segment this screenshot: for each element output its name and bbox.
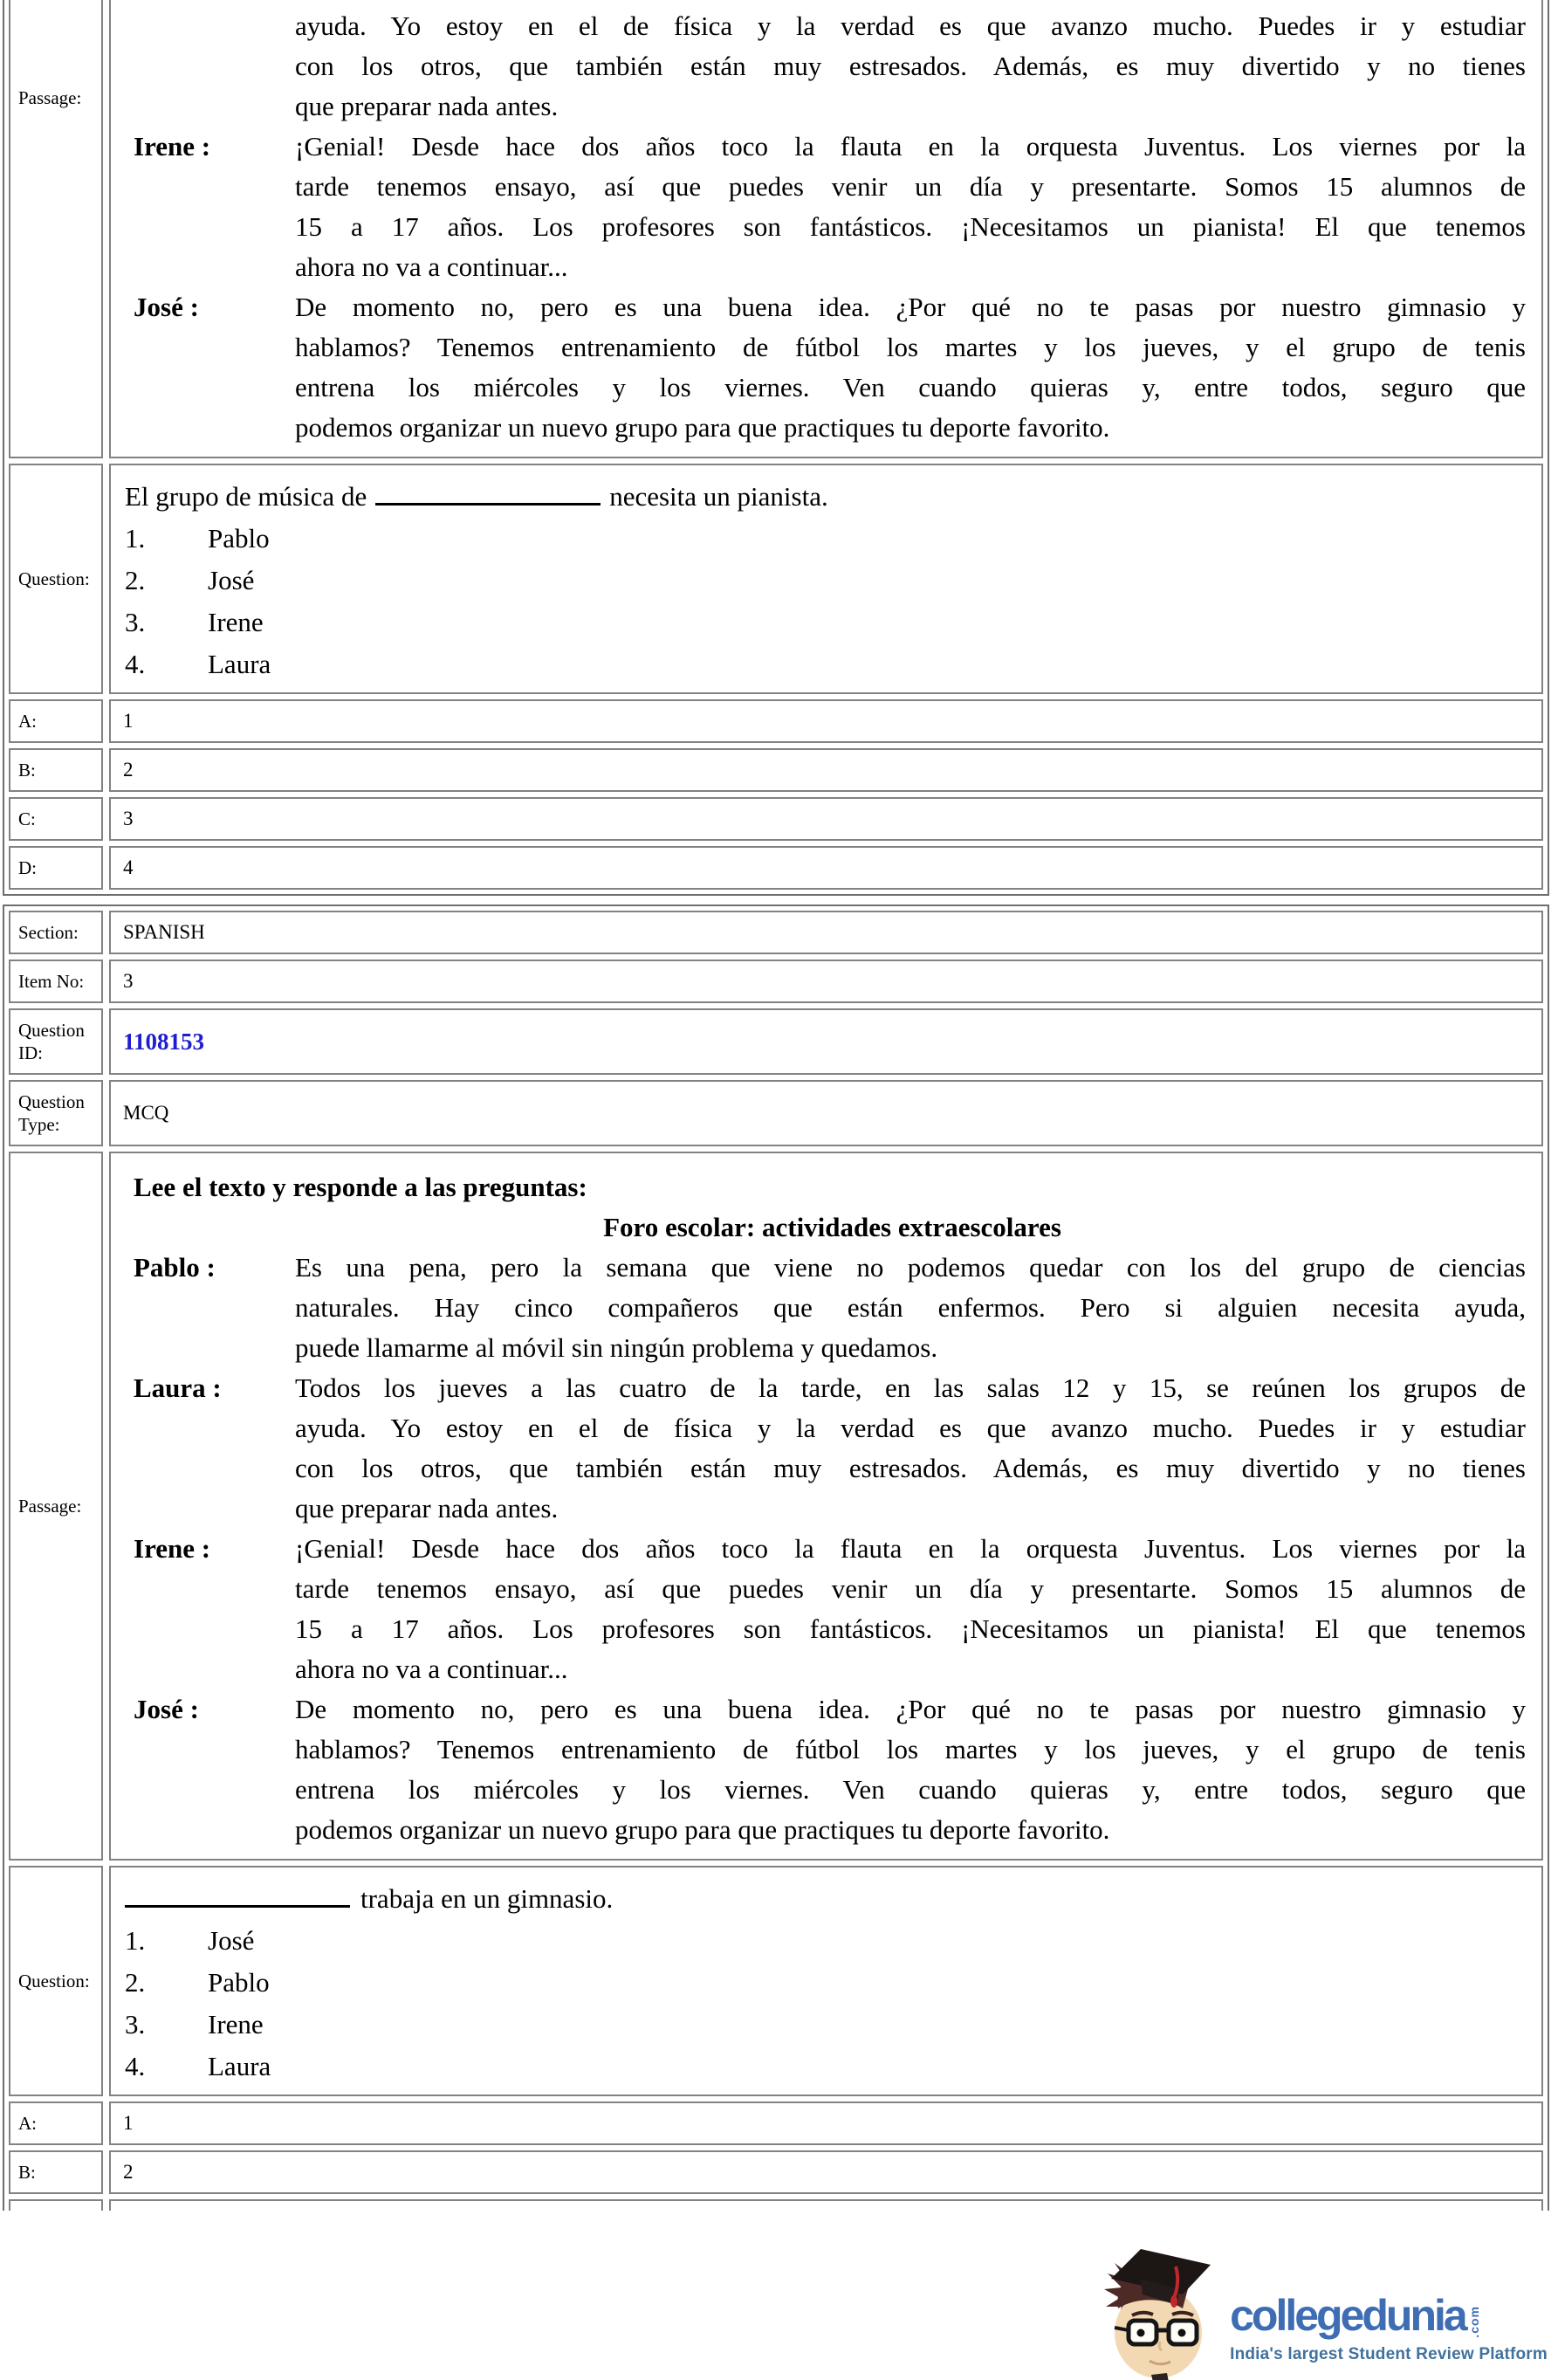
question-text-1 (109, 464, 1543, 694)
passage-line: naturales. Hay cinco compañeros que están enfermos. Pero si alguien necesita ayuda, (295, 1292, 1526, 1323)
passage-instruction: Lee el texto y responde a las preguntas: (134, 1172, 587, 1202)
speaker-name: Pablo : (134, 1252, 216, 1283)
answer-row-a (9, 699, 1543, 743)
question-id-link[interactable]: 1108153 (123, 1028, 205, 1055)
question-text-2 (109, 1866, 1543, 2096)
passage-line: podemos organizar un nuevo grupo para que practiques tu deporte favorito. (295, 1814, 1110, 1845)
speech-jose (134, 1689, 1531, 1850)
passage-line: entrena los miércoles y los viernes. Ven cuando quieras y, entre todos, seguro que (295, 1774, 1526, 1805)
logo-brand-text: collegedunia (1230, 2291, 1465, 2340)
question-stem-after: necesita un pianista. (609, 481, 828, 512)
question-stem-before: El grupo de música de (125, 481, 367, 512)
logo-text (1230, 2293, 1548, 2377)
option-2 (125, 560, 1531, 602)
question-type-label (9, 1080, 103, 1146)
item-no-row (9, 960, 1543, 1003)
question-type-row (9, 1080, 1543, 1146)
question-stem-after: trabaja en un gimnasio. (360, 1883, 614, 1914)
answer-row-d (9, 846, 1543, 890)
answer-value: 3 (109, 797, 1543, 841)
question-type-label-text: Question Type: (18, 1091, 85, 1135)
question-block-1 (3, 0, 1549, 896)
speech-jose (134, 287, 1531, 448)
option-number: 3. (125, 2009, 146, 2040)
question-stem (125, 476, 1531, 518)
passage-line: tarde tenemos ensayo, así que puedes venir un día y presentarte. Somos 15 alumnos de (295, 171, 1526, 202)
option-3 (125, 2004, 1531, 2046)
speaker-name-empty (134, 6, 295, 127)
question-label-text: Question: (18, 568, 90, 589)
question-id-label-text: Question ID: (18, 1020, 85, 1063)
answer-row-b (9, 2150, 1543, 2194)
option-text: Pablo (208, 1967, 270, 1998)
passage-line: con los otros, que también están muy estresados. Además, es muy divertido y no tienes (295, 51, 1526, 81)
option-text: Laura (208, 2051, 271, 2081)
speaker-name: Irene : (134, 131, 211, 162)
answer-value: 1 (109, 2101, 1543, 2145)
passage-line: De momento no, pero es una buena idea. ¿Por qué no te pasas por nuestro gimnasio y (295, 292, 1526, 322)
question-id-label (9, 1008, 103, 1075)
collegedunia-watermark (1095, 2244, 1548, 2377)
section-row (9, 911, 1543, 954)
option-text: Pablo (208, 523, 270, 554)
item-no-value: 3 (109, 960, 1543, 1003)
question-label-2 (9, 1866, 103, 2096)
passage-line: 15 a 17 años. Los profesores son fantásticos. ¡Necesitamos un pianista! El que tenemos (295, 211, 1526, 242)
passage-line: hablamos? Tenemos entrenamiento de fútbol los martes y los jueves, y el grupo de tenis (295, 1734, 1526, 1764)
answer-row-partial (9, 2199, 1543, 2211)
question-paper (3, 0, 1549, 2211)
item-no-label (9, 960, 103, 1003)
option-number: 1. (125, 1925, 146, 1956)
question-row-1 (9, 464, 1543, 694)
answer-label-text: A: (18, 711, 37, 732)
passage-line: Es una pena, pero la semana que viene no podemos quedar con los del grupo de ciencias (295, 1252, 1526, 1283)
passage-line: puede llamarme al móvil sin ningún problema y quedamos. (295, 1332, 938, 1363)
option-4 (125, 2046, 1531, 2088)
answer-value: 1 (109, 699, 1543, 743)
option-number: 3. (125, 607, 146, 637)
option-number: 4. (125, 2051, 146, 2081)
option-number: 1. (125, 523, 146, 554)
passage-line: que preparar nada antes. (295, 1493, 559, 1524)
option-3 (125, 602, 1531, 643)
answer-row-b (9, 748, 1543, 792)
option-2 (125, 1962, 1531, 2004)
option-number: 2. (125, 1967, 146, 1998)
section-value: SPANISH (109, 911, 1543, 954)
answer-label (9, 748, 103, 792)
option-4 (125, 643, 1531, 685)
passage-line: tarde tenemos ensayo, así que puedes venir un día y presentarte. Somos 15 alumnos de (295, 1573, 1526, 1604)
option-text: José (208, 1925, 255, 1956)
speech-laura-continuation (134, 6, 1531, 127)
passage-line: ¡Genial! Desde hace dos años toco la flauta en la orquesta Juventus. Los viernes por la (295, 131, 1526, 162)
graduate-boy-mascot-icon (1095, 2244, 1226, 2380)
section-label-text: Section: (18, 922, 79, 943)
passage-line: ahora no va a continuar... (295, 1654, 568, 1684)
passage-row-1 (9, 0, 1543, 458)
answer-row-a (9, 2101, 1543, 2145)
question-stem (125, 1878, 1531, 1920)
option-text: Irene (208, 2009, 264, 2040)
logo-tld-text: .com (1466, 2306, 1481, 2338)
passage-line: entrena los miércoles y los viernes. Ven cuando quieras y, entre todos, seguro que (295, 372, 1526, 402)
answer-label (9, 2101, 103, 2145)
passage-line: ayuda. Yo estoy en el de física y la verdad es que avanzo mucho. Puedes ir y estudiar (295, 10, 1526, 41)
answer-label-text: B: (18, 760, 36, 781)
option-text: Laura (208, 649, 271, 679)
passage-label-text: Passage: (18, 1496, 82, 1517)
passage-row-2 (9, 1152, 1543, 1861)
option-number: 4. (125, 649, 146, 679)
passage-line: que preparar nada antes. (295, 91, 559, 121)
speech-irene (134, 1529, 1531, 1689)
speech-irene (134, 127, 1531, 287)
answer-label-text: B: (18, 2162, 36, 2183)
answer-label-text: C: (18, 808, 36, 829)
question-label-1 (9, 464, 103, 694)
question-id-row (9, 1008, 1543, 1075)
answer-value: 2 (109, 748, 1543, 792)
answer-label (9, 2199, 103, 2211)
passage-label-text: Passage: (18, 87, 82, 108)
passage-line: podemos organizar un nuevo grupo para que practiques tu deporte favorito. (295, 412, 1110, 443)
question-type-value: MCQ (109, 1080, 1543, 1146)
fill-in-blank (375, 477, 601, 506)
passage-text-1 (109, 0, 1543, 458)
question-id-cell (109, 1008, 1543, 1075)
question-label-text: Question: (18, 1971, 90, 1991)
answer-label-text: D: (18, 857, 37, 878)
speaker-name: Irene : (134, 1533, 211, 1564)
option-number: 2. (125, 565, 146, 595)
option-1 (125, 1920, 1531, 1962)
speaker-name: José : (134, 292, 199, 322)
question-block-2 (3, 905, 1549, 2211)
answer-label (9, 699, 103, 743)
question-row-2 (9, 1866, 1543, 2096)
answer-value: 2 (109, 2150, 1543, 2194)
passage-line: hablamos? Tenemos entrenamiento de fútbol los martes y los jueves, y el grupo de tenis (295, 332, 1526, 362)
answer-label (9, 2150, 103, 2194)
passage-line: De momento no, pero es una buena idea. ¿Por qué no te pasas por nuestro gimnasio y (295, 1694, 1526, 1724)
option-text: José (208, 565, 255, 595)
passage-line: con los otros, que también están muy estresados. Además, es muy divertido y no tienes (295, 1453, 1526, 1483)
speech-laura (134, 1368, 1531, 1529)
answer-value (109, 2199, 1543, 2211)
answer-label-text: A: (18, 2113, 37, 2134)
fill-in-blank (125, 1879, 350, 1908)
passage-line: ¡Genial! Desde hace dos años toco la flauta en la orquesta Juventus. Los viernes por la (295, 1533, 1526, 1564)
speaker-name: Laura : (134, 1372, 222, 1403)
passage-title: Foro escolar: actividades extraescolares (603, 1212, 1061, 1242)
answer-label (9, 797, 103, 841)
passage-line: ahora no va a continuar... (295, 251, 568, 282)
option-text: Irene (208, 607, 264, 637)
answer-value: 4 (109, 846, 1543, 890)
option-1 (125, 518, 1531, 560)
item-no-label-text: Item No: (18, 971, 85, 992)
passage-text-2 (109, 1152, 1543, 1861)
answer-row-c (9, 797, 1543, 841)
passage-line: Todos los jueves a las cuatro de la tarde, en las salas 12 y 15, se reúnen los grupos de (295, 1372, 1526, 1403)
answer-label (9, 846, 103, 890)
section-label (9, 911, 103, 954)
passage-line: 15 a 17 años. Los profesores son fantásticos. ¡Necesitamos un pianista! El que tenemos (295, 1613, 1526, 1644)
speaker-name: José : (134, 1694, 199, 1724)
passage-label-2 (9, 1152, 103, 1861)
passage-line: ayuda. Yo estoy en el de física y la verdad es que avanzo mucho. Puedes ir y estudiar (295, 1413, 1526, 1443)
speech-pablo (134, 1248, 1531, 1368)
logo-tagline: India's largest Student Review Platform (1230, 2345, 1548, 2363)
passage-label-1 (9, 0, 103, 458)
